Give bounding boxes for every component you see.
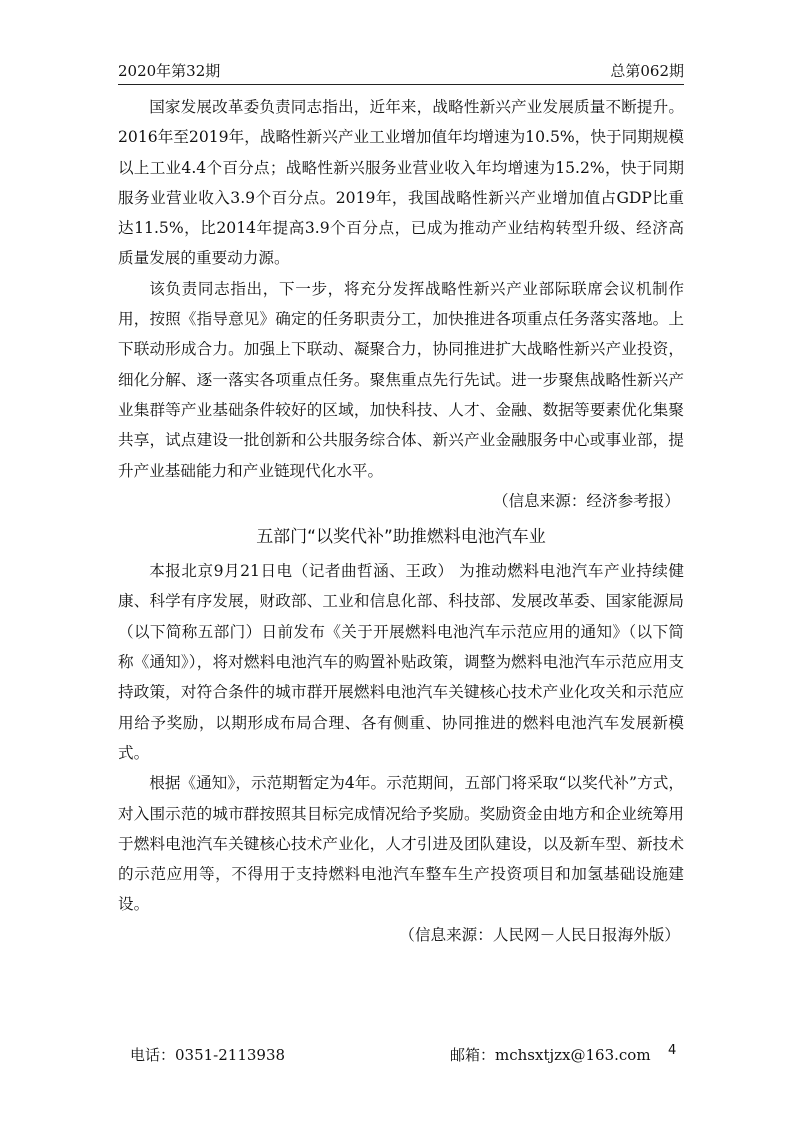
article-fuel-cell-vehicles bbox=[118, 520, 684, 950]
total-issue-label: 总第062期 bbox=[610, 62, 684, 80]
article-strategic-industries bbox=[118, 92, 684, 516]
article2-source: （信息来源：人民网－人民日报海外版） bbox=[399, 925, 680, 944]
page-content bbox=[118, 92, 684, 950]
article2-paragraph-2: 根据《通知》，示范期暂定为4年。示范期间，五部门将采取“以奖代补”方式，对入围示范的城市群按照其目标完成情况给予奖励。奖励资金由地方和企业统筹用于燃料电池汽车关键核心技术产业化，人才引进及团队建设，以及新车型、新技术的示范应用等，不得用于支持燃料电池汽车整车生产投资项目和加氢基础设施建设。 bbox=[118, 774, 684, 914]
page-footer bbox=[0, 1043, 800, 1067]
article1-paragraph-2: 该负责同志指出，下一步，将充分发挥战略性新兴产业部际联席会议机制作用，按照《指导意见》确定的任务职责分工，加快推进各项重点任务落实落地。上下联动形成合力。加强上下联动、凝聚合力，协同推进扩大战略性新兴产业投资，细化分解、逐一落实各项重点任务。聚焦重点先行先试。进一步聚焦战略性新兴产业集群等产业基础条件较好的区域，加快科技、人才、金融、数据等要素优化集聚共享，试点建设一批创新和公共服务综合体、新兴产业金融服务中心或事业部，提升产业基础能力和产业链现代化水平。 bbox=[118, 279, 684, 480]
article2-title: 五部门“以奖代补”助推燃料电池汽车业 bbox=[256, 527, 546, 548]
contact-phone: 电话：0351-2113938 bbox=[130, 1046, 286, 1064]
issue-label: 2020年第32期 bbox=[118, 62, 221, 80]
page-header bbox=[118, 58, 684, 84]
page-number: 4 bbox=[668, 1043, 677, 1058]
article1-source: （信息来源：经济参考报） bbox=[492, 491, 680, 510]
article1-paragraph-1: 国家发展改革委负责同志指出，近年来，战略性新兴产业发展质量不断提升。2016年至2019年，战略性新兴产业工业增加值年均增速为10.5%，快于同期规模以上工业4.4个百分点；战略性新兴服务业营业收入年均增速为15.2%，快于同期服务业营业收入3.9个百分点。2019年，我国战略性新兴产业增加值占GDP比重达11.5%，比2014年提高3.9个百分点，已成为推动产业结构转型升级、经济高质量发展的重要动力源。 bbox=[118, 98, 684, 268]
article2-paragraph-1: 本报北京9月21日电（记者曲哲涵、王政） 为推动燃料电池汽车产业持续健康、科学有序发展，财政部、工业和信息化部、科技部、发展改革委、国家能源局（以下简称五部门）日前发布《关于开展燃料电池汽车示范应用的通知》（以下简称《通知》），将对燃料电池汽车的购置补贴政策，调整为燃料电池汽车示范应用支持政策，对符合条件的城市群开展燃料电池汽车关键核心技术产业化攻关和示范应用给予奖励，以期形成布局合理、各有侧重、协同推进的燃料电池汽车发展新模式。 bbox=[118, 562, 684, 762]
contact-email: 邮箱：mchsxtjzx@163.com bbox=[450, 1046, 651, 1064]
header-divider bbox=[118, 84, 684, 85]
